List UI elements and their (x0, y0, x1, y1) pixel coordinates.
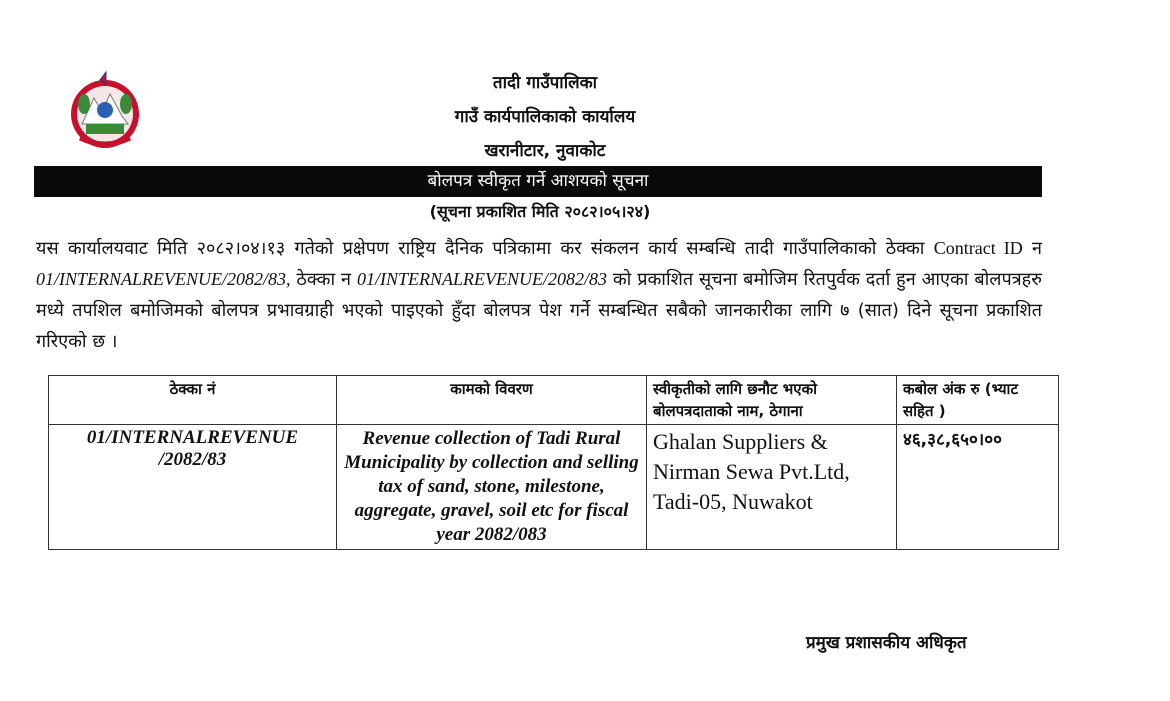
office-name: तादी गाउँपालिका (492, 73, 598, 93)
header-contract-no: ठेक्का नं (49, 376, 337, 425)
notice-title-banner: बोलपत्र स्वीकृत गर्ने आशयको सूचना (34, 166, 1042, 197)
bid-amount-cell: ४६,३८,६५०।०० (897, 425, 1059, 550)
bidder-name-cell: Ghalan Suppliers & Nirman Sewa Pvt.Ltd, Tadi-05, Nuwakot (647, 425, 897, 550)
table-row (49, 425, 1059, 550)
work-description-cell: Revenue collection of Tadi Rural Municipality by collection and selling tax of sand, stone, milestone, aggregate, gravel, soil etc for fiscal year 2082/083 (337, 425, 647, 550)
office-address: खरानीटार, नुवाकोट (484, 141, 606, 161)
contract-id-label: Contract ID (933, 238, 1023, 258)
body-part-2: न (1022, 238, 1042, 259)
bid-table (48, 375, 1059, 550)
contract-id-1: 01/INTERNALREVENUE/2082/83, (36, 269, 291, 289)
contract-id-2: 01/INTERNALREVENUE/2082/83 (356, 269, 607, 289)
header-bid-amount: कबोल अंक रु (भ्याट सहित ) (897, 376, 1059, 425)
header-bidder-name: स्वीकृतीको लागि छनौट भएको बोलपत्रदाताको नाम, ठेगाना (647, 376, 897, 425)
body-part-4: को प्रकाशित सूचना बमोजिम रितपुर्वक दर्ता हुन आएका बोलपत्रहरु मध्ये तपशिल बमोजिमको बोलपत्र प्रभावग्राही भएको पाइएको हुँदा बोलपत्र पेश गर्ने सम्बन्धित सबैको जानकारीका लागि ७ (सात) दिने सूचना प्रकाशित गरिएको छ । (36, 269, 1042, 352)
body-part-1: यस कार्यालयवाट मिति २०८२।०४।१३ गतेको प्रक्षेपण राष्ट्रिय दैनिक पत्रिकामा कर संकलन कार्य सम्बन्धि तादी गाउँपालिकाको ठेक्का (36, 238, 925, 259)
header-work-description: कामको विवरण (337, 376, 647, 425)
table-header-row (49, 376, 1059, 425)
signature-designation: प्रमुख प्रशासकीय अधिकृत (806, 633, 967, 653)
contract-number-cell: 01/INTERNALREVENUE /2082/83 (49, 425, 337, 550)
office-subtitle: गाउँ कार्यपालिकाको कार्यालय (454, 107, 636, 127)
notice-body (36, 233, 1042, 357)
publication-date: (सूचना प्रकाशित मिति २०८२।०५।२४) (429, 202, 651, 221)
body-part-3: ठेक्का न (290, 269, 357, 290)
